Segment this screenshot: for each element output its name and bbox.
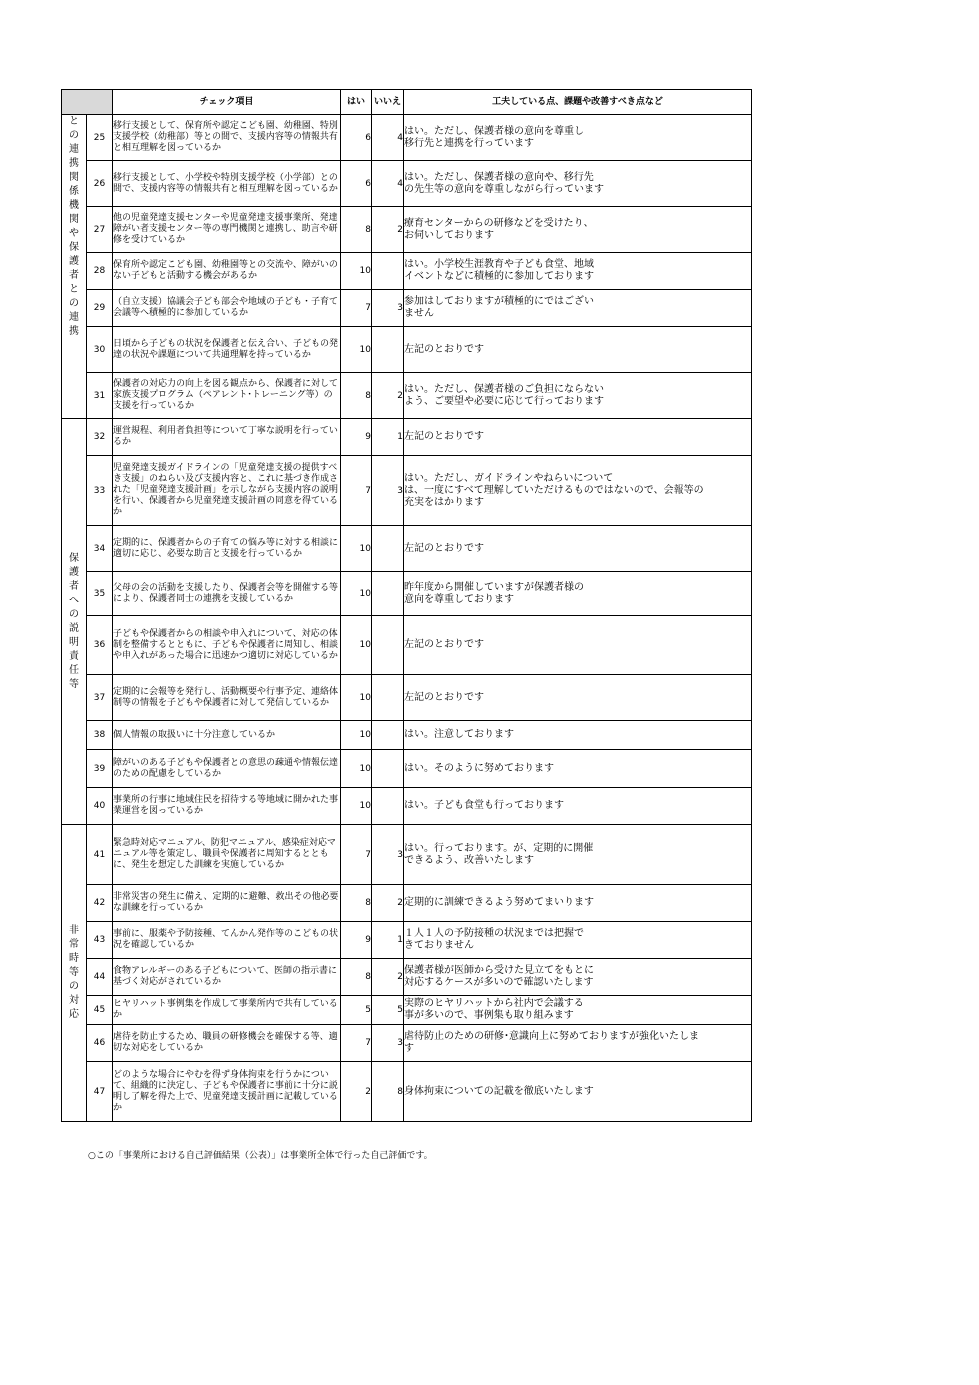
note: はい。子ども食堂も行っております [404,788,752,825]
table-row [62,825,752,885]
table-row [62,207,752,253]
yes-count: 10 [341,750,372,788]
note: はい。そのように努めております [404,750,752,788]
row-number: 46 [87,1025,113,1062]
note: 実際のヒヤリハットから社内で会議する 事が多いので、事例集も取り組みます [404,996,752,1025]
note: はい。行っております。が、定期的に開催 できるよう、改善いたします [404,825,752,885]
yes-count: 7 [341,825,372,885]
row-number: 38 [87,721,113,750]
check-item: 事業所の行事に地域住民を招待する等地域に開かれた事業運営を図っているか [113,788,341,825]
note: 左記のとおりです [404,526,752,572]
note: 定期的に訓練できるよう努めてまいります [404,885,752,922]
table-row [62,922,752,959]
check-item: 移行支援として、保育所や認定こども園、幼稚園、特別支援学校（幼稚部）等との間で、支援内容等の情報共有と相互理解を図っているか [113,115,341,161]
check-item: 障がいのある子どもや保護者との意思の疎通や情報伝達のための配慮をしているか [113,750,341,788]
row-number: 34 [87,526,113,572]
row-number: 47 [87,1062,113,1122]
row-number: 36 [87,616,113,675]
check-item: 食物アレルギーのある子どもについて、医師の指示書に基づく対応がされているか [113,959,341,996]
check-item: 緊急時対応マニュアル、防犯マニュアル、感染症対応マニュアル等を策定し、職員や保護者に周知するとともに、発生を想定した訓練を実施しているか [113,825,341,885]
yes-count: 2 [341,1062,372,1122]
row-number: 26 [87,161,113,207]
yes-count: 9 [341,419,372,456]
yes-count: 8 [341,207,372,253]
note: 虐待防止のための研修･意識向上に努めておりますが強化いたしま す [404,1025,752,1062]
check-item: どのような場合にやむを得ず身体拘束を行うかについて、組織的に決定し、子どもや保護者に事前に十分に説明し了解を得た上で、児童発達支援計画に記載しているか [113,1062,341,1122]
note: １人１人の予防接種の状況までは把握で きておりません [404,922,752,959]
table-row [62,526,752,572]
header-check-item: チェック項目 [113,90,341,115]
row-number: 33 [87,456,113,526]
row-number: 43 [87,922,113,959]
row-number: 45 [87,996,113,1025]
note: 左記のとおりです [404,616,752,675]
note: 昨年度から開催していますが保護者様の 意向を尊重しております [404,572,752,616]
yes-count: 7 [341,290,372,327]
row-number: 44 [87,959,113,996]
no-count: 1 [372,922,404,959]
table-row [62,996,752,1025]
no-count: 8 [372,1062,404,1122]
note: 左記のとおりです [404,675,752,721]
row-number: 35 [87,572,113,616]
yes-count: 8 [341,885,372,922]
note: はい。ただし、保護者様のご負担にならない よう、ご要望や必要に応じて行っております [404,373,752,419]
table-row [62,885,752,922]
note: はい。ただし、保護者様の意向や、移行先 の先生等の意向を尊重しながら行っています [404,161,752,207]
yes-count: 10 [341,526,372,572]
no-count: 3 [372,1025,404,1062]
note: はい。小学校生涯教育や子ども食堂、地域 イベントなどに積極的に参加しております [404,253,752,290]
row-number: 32 [87,419,113,456]
header-notes: 工夫している点、課題や改善すべき点など [404,90,752,115]
check-item: ヒヤリハット事例集を作成して事業所内で共有しているか [113,996,341,1025]
row-number: 30 [87,327,113,373]
check-item: 非常災害の発生に備え、定期的に避難、救出その他必要な訓練を行っているか [113,885,341,922]
yes-count: 10 [341,616,372,675]
yes-count: 8 [341,373,372,419]
footnote: ○この「事業所における自己評価結果（公表）」は事業所全体で行った自己評価です。 [88,1151,433,1161]
yes-count: 10 [341,327,372,373]
row-number: 42 [87,885,113,922]
row-number: 28 [87,253,113,290]
no-count: 3 [372,456,404,526]
check-item: 個人情報の取扱いに十分注意しているか [113,721,341,750]
yes-count: 10 [341,675,372,721]
note: はい。ただし、保護者様の意向を尊重し 移行先と連携を行っています [404,115,752,161]
row-number: 41 [87,825,113,885]
table-row [62,721,752,750]
check-item: 他の児童発達支援センターや児童発達支援事業所、発達障がい者支援センター等の専門機関と連携し、助言や研修を受けているか [113,207,341,253]
table-row [62,750,752,788]
no-count: 2 [372,885,404,922]
table-row [62,616,752,675]
no-count [372,788,404,825]
no-count: 5 [372,996,404,1025]
table-row [62,1025,752,1062]
check-item: 父母の会の活動を支援したり、保護者会等を開催する等により、保護者同士の連携を支援しているか [113,572,341,616]
check-item: 日頃から子どもの状況を保護者と伝え合い、子どもの発達の状況や課題について共通理解を持っているか [113,327,341,373]
no-count: 3 [372,290,404,327]
note: 保護者様が医師から受けた見立てをもとに 対応するケースが多いので確認いたします [404,959,752,996]
check-item: 定期的に会報等を発行し、活動概要や行事予定、連絡体制等の情報を子どもや保護者に対して発信しているか [113,675,341,721]
yes-count: 10 [341,572,372,616]
table-row [62,572,752,616]
note: 左記のとおりです [404,327,752,373]
note: はい。ただし、ガイドラインやねらいについて は、一度にすべて理解していただけるものではないので、会報等の 充実をはかります [404,456,752,526]
note: 左記のとおりです [404,419,752,456]
no-count: 2 [372,959,404,996]
table-row [62,253,752,290]
row-number: 29 [87,290,113,327]
check-item: 運営規程、利用者負担等について丁寧な説明を行っているか [113,419,341,456]
no-count [372,675,404,721]
check-item: 保護者の対応力の向上を図る観点から、保護者に対して家族支援プログラム（ペアレント･トレーニング等）の支援を行っているか [113,373,341,419]
check-item: 虐待を防止するため、職員の研修機会を確保する等、適切な対応をしているか [113,1025,341,1062]
table-row [62,115,752,161]
row-number: 37 [87,675,113,721]
yes-count: 8 [341,959,372,996]
table-row [62,373,752,419]
table-row [62,161,752,207]
no-count: 4 [372,161,404,207]
yes-count: 7 [341,456,372,526]
table-row [62,959,752,996]
yes-count: 6 [341,161,372,207]
table-row [62,456,752,526]
category-emergency: 非常時等の対応 [62,825,87,1122]
check-item: 子どもや保護者からの相談や申入れについて、対応の体制を整備するとともに、子どもや保護者に周知し、相談や申入れがあった場合に迅速かつ適切に対応しているか [113,616,341,675]
yes-count: 9 [341,922,372,959]
no-count: 2 [372,207,404,253]
no-count: 4 [372,115,404,161]
note: 療育センターからの研修などを受けたり、 お伺いしております [404,207,752,253]
check-item: 児童発達支援ガイドラインの「児童発達支援の提供すべき支援」のねらい及び支援内容と、これに基づき作成された「児童発達支援計画」を示しながら支援内容の説明を行い、保護者から児童発達支援計画の同意を得ているか [113,456,341,526]
check-item: 定期的に、保護者からの子育ての悩み等に対する相談に適切に応じ、必要な助言と支援を行っているか [113,526,341,572]
yes-count: 6 [341,115,372,161]
check-item: 保育所や認定こども園、幼稚園等との交流や、障がいのない子どもと活動する機会があるか [113,253,341,290]
header-no: いいえ [372,90,404,115]
note: はい。注意しております [404,721,752,750]
row-number: 25 [87,115,113,161]
no-count [372,526,404,572]
note: 参加はしておりますが積極的にではござい ません [404,290,752,327]
yes-count: 7 [341,1025,372,1062]
header-corner [62,90,113,115]
no-count: 1 [372,419,404,456]
evaluation-table [61,89,752,1122]
yes-count: 10 [341,253,372,290]
row-number: 27 [87,207,113,253]
category-accountability: 保護者への説明責任等 [62,419,87,825]
check-item: （自立支援）協議会子ども部会や地域の子ども・子育て会議等へ積極的に参加しているか [113,290,341,327]
table-row [62,675,752,721]
table-row [62,419,752,456]
no-count: 3 [372,825,404,885]
table-row [62,327,752,373]
check-item: 移行支援として、小学校や特別支援学校（小学部）との間で、支援内容等の情報共有と相互理解を図っているか [113,161,341,207]
header-yes: はい [341,90,372,115]
no-count [372,572,404,616]
no-count [372,721,404,750]
row-number: 39 [87,750,113,788]
category-relations: との連携関係機関や保護者との連携 [62,115,87,419]
no-count [372,750,404,788]
table-row [62,788,752,825]
no-count [372,327,404,373]
yes-count: 10 [341,721,372,750]
no-count [372,253,404,290]
row-number: 40 [87,788,113,825]
yes-count: 5 [341,996,372,1025]
yes-count: 10 [341,788,372,825]
no-count: 2 [372,373,404,419]
table-row [62,1062,752,1122]
row-number: 31 [87,373,113,419]
table-header-row [62,90,752,115]
check-item: 事前に、服薬や予防接種、てんかん発作等のこどもの状況を確認しているか [113,922,341,959]
note: 身体拘束についての記載を徹底いたします [404,1062,752,1122]
table-row [62,290,752,327]
no-count [372,616,404,675]
